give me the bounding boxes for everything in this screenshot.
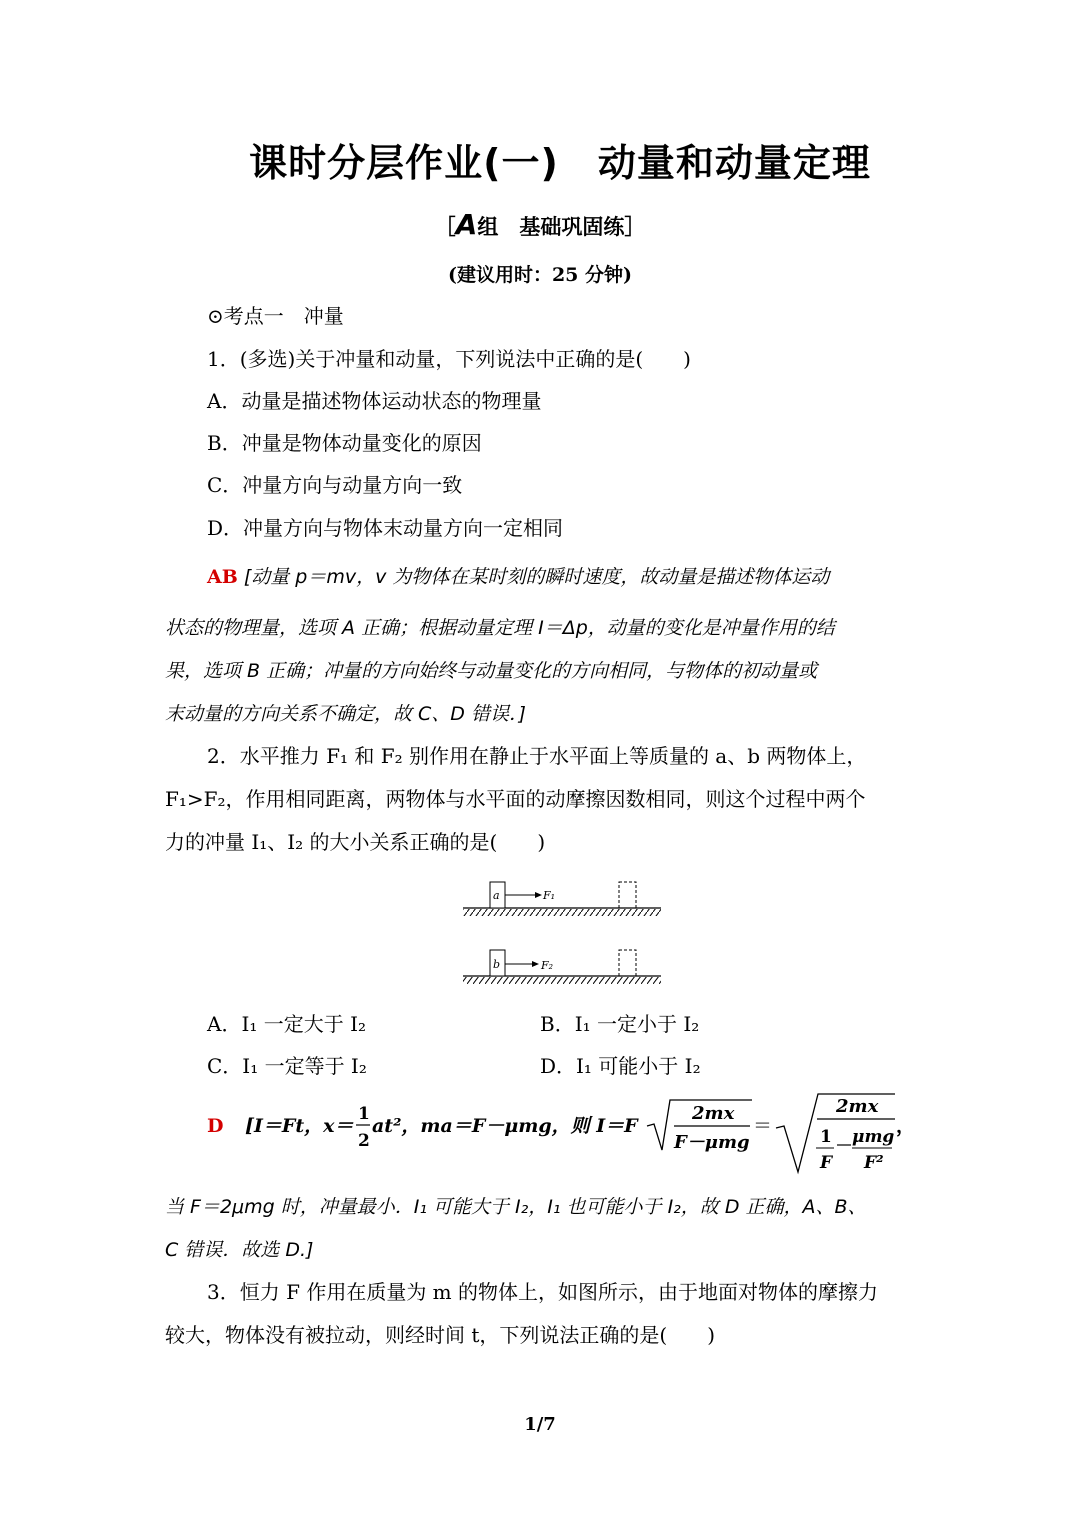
sqrt-1-numerator: 2mx xyxy=(692,1103,735,1124)
q1-option-a: A．动量是描述物体运动状态的物理量 xyxy=(207,389,542,413)
sqrt-1-denominator: F－μmg xyxy=(674,1132,750,1153)
bracket-open: ［ xyxy=(434,215,456,239)
q1-option-c: C．冲量方向与动量方向一致 xyxy=(207,473,463,497)
q1-explanation-line-4: 末动量的方向关系不确定，故 C、D 错误．] xyxy=(165,703,526,725)
sqrt-2-term-a-den: F xyxy=(820,1153,833,1173)
q2-option-c: C．I₁ 一定等于 I₂ xyxy=(207,1054,367,1078)
arrow-f1-icon xyxy=(535,892,542,898)
half-denominator: 2 xyxy=(358,1131,370,1151)
arrow-f2-icon xyxy=(532,961,539,967)
q1-option-d: D．冲量方向与物体末动量方向一定相同 xyxy=(207,516,564,540)
q2-formula xyxy=(200,1088,920,1178)
q1-explanation-line-1 xyxy=(207,562,829,589)
sqrt-2-term-a-num: 1 xyxy=(820,1127,832,1147)
half-numerator: 1 xyxy=(358,1104,370,1124)
q2-stem-line-3: 力的冲量 I₁、I₂ 的大小关系正确的是( ) xyxy=(165,830,546,854)
block-b-label: b xyxy=(493,958,501,971)
sqrt-2-term-b-den: F² xyxy=(864,1153,884,1173)
sqrt-2-term-b-num: μmg xyxy=(852,1127,895,1147)
force-f1-label: F₁ xyxy=(543,889,556,902)
group-text: 组 基础巩固练 xyxy=(477,215,625,239)
q2-option-b: B．I₁ 一定小于 I₂ xyxy=(540,1012,700,1036)
page-title: 课时分层作业(一) 动量和动量定理 xyxy=(249,141,871,185)
q3-stem-line-1: 3．恒力 F 作用在质量为 m 的物体上，如图所示，由于地面对物体的摩擦力 xyxy=(207,1280,878,1304)
q2-option-d: D．I₁ 可能小于 I₂ xyxy=(540,1054,701,1078)
group-letter: A xyxy=(455,208,478,241)
q1-option-b: B．冲量是物体动量变化的原因 xyxy=(207,431,482,455)
group-heading xyxy=(0,208,1080,241)
force-f2-label: F₂ xyxy=(541,959,554,972)
section-heading: ⊙考点一 冲量 xyxy=(207,304,344,328)
q2-answer-key: D xyxy=(207,1115,224,1137)
q1-explanation-line-3: 果，选项 B 正确；冲量的方向始终与动量变化的方向相同，与物体的初动量或 xyxy=(165,660,818,682)
q1-answer-key: AB xyxy=(207,566,238,588)
q2-option-a: A．I₁ 一定大于 I₂ xyxy=(207,1012,366,1036)
formula-part-1: [I＝Ft，x＝ xyxy=(245,1115,354,1137)
formula-part-2: at²，ma＝F－μmg，则 I＝F xyxy=(372,1115,638,1137)
formula-tail: ， xyxy=(896,1115,916,1137)
page-number: 1/7 xyxy=(524,1414,556,1435)
q1-explanation-text-1: [动量 p＝mv，v 为物体在某时刻的瞬时速度，故动量是描述物体运动 xyxy=(243,566,830,588)
q2-stem-line-1: 2．水平推力 F₁ 和 F₂ 别作用在静止于水平面上等质量的 a、b 两物体上， xyxy=(207,744,867,768)
figure-bottom-row xyxy=(463,950,661,984)
q2-explanation-line-2: C 错误．故选 D.] xyxy=(165,1239,314,1261)
q2-stem-line-2: F₁>F₂，作用相同距离，两物体与水平面的动摩擦因数相同，则这个过程中两个 xyxy=(165,787,866,811)
q3-stem-line-2: 较大，物体没有被拉动，则经时间 t，下列说法正确的是( ) xyxy=(165,1323,715,1347)
time-hint: (建议用时：25 分钟) xyxy=(447,264,633,286)
q1-explanation-line-2: 状态的物理量，选项 A 正确；根据动量定理 I＝Δp，动量的变化是冲量作用的结 xyxy=(165,617,835,639)
formula-equals: ＝ xyxy=(753,1115,773,1137)
final-position-a xyxy=(619,882,636,908)
block-a-label: a xyxy=(493,889,500,902)
sqrt-2-numerator: 2mx xyxy=(836,1096,879,1117)
q2-figure xyxy=(455,872,670,990)
q1-stem: 1．(多选)关于冲量和动量，下列说法中正确的是( ) xyxy=(207,347,691,371)
q2-explanation-line-1: 当 F＝2μmg 时，冲量最小．I₁ 可能大于 I₂，I₁ 也可能小于 I₂，故 D 正确，A、B、 xyxy=(165,1196,867,1218)
bracket-close: ］ xyxy=(624,215,646,239)
final-position-b xyxy=(619,950,636,976)
figure-top-row xyxy=(463,882,661,916)
